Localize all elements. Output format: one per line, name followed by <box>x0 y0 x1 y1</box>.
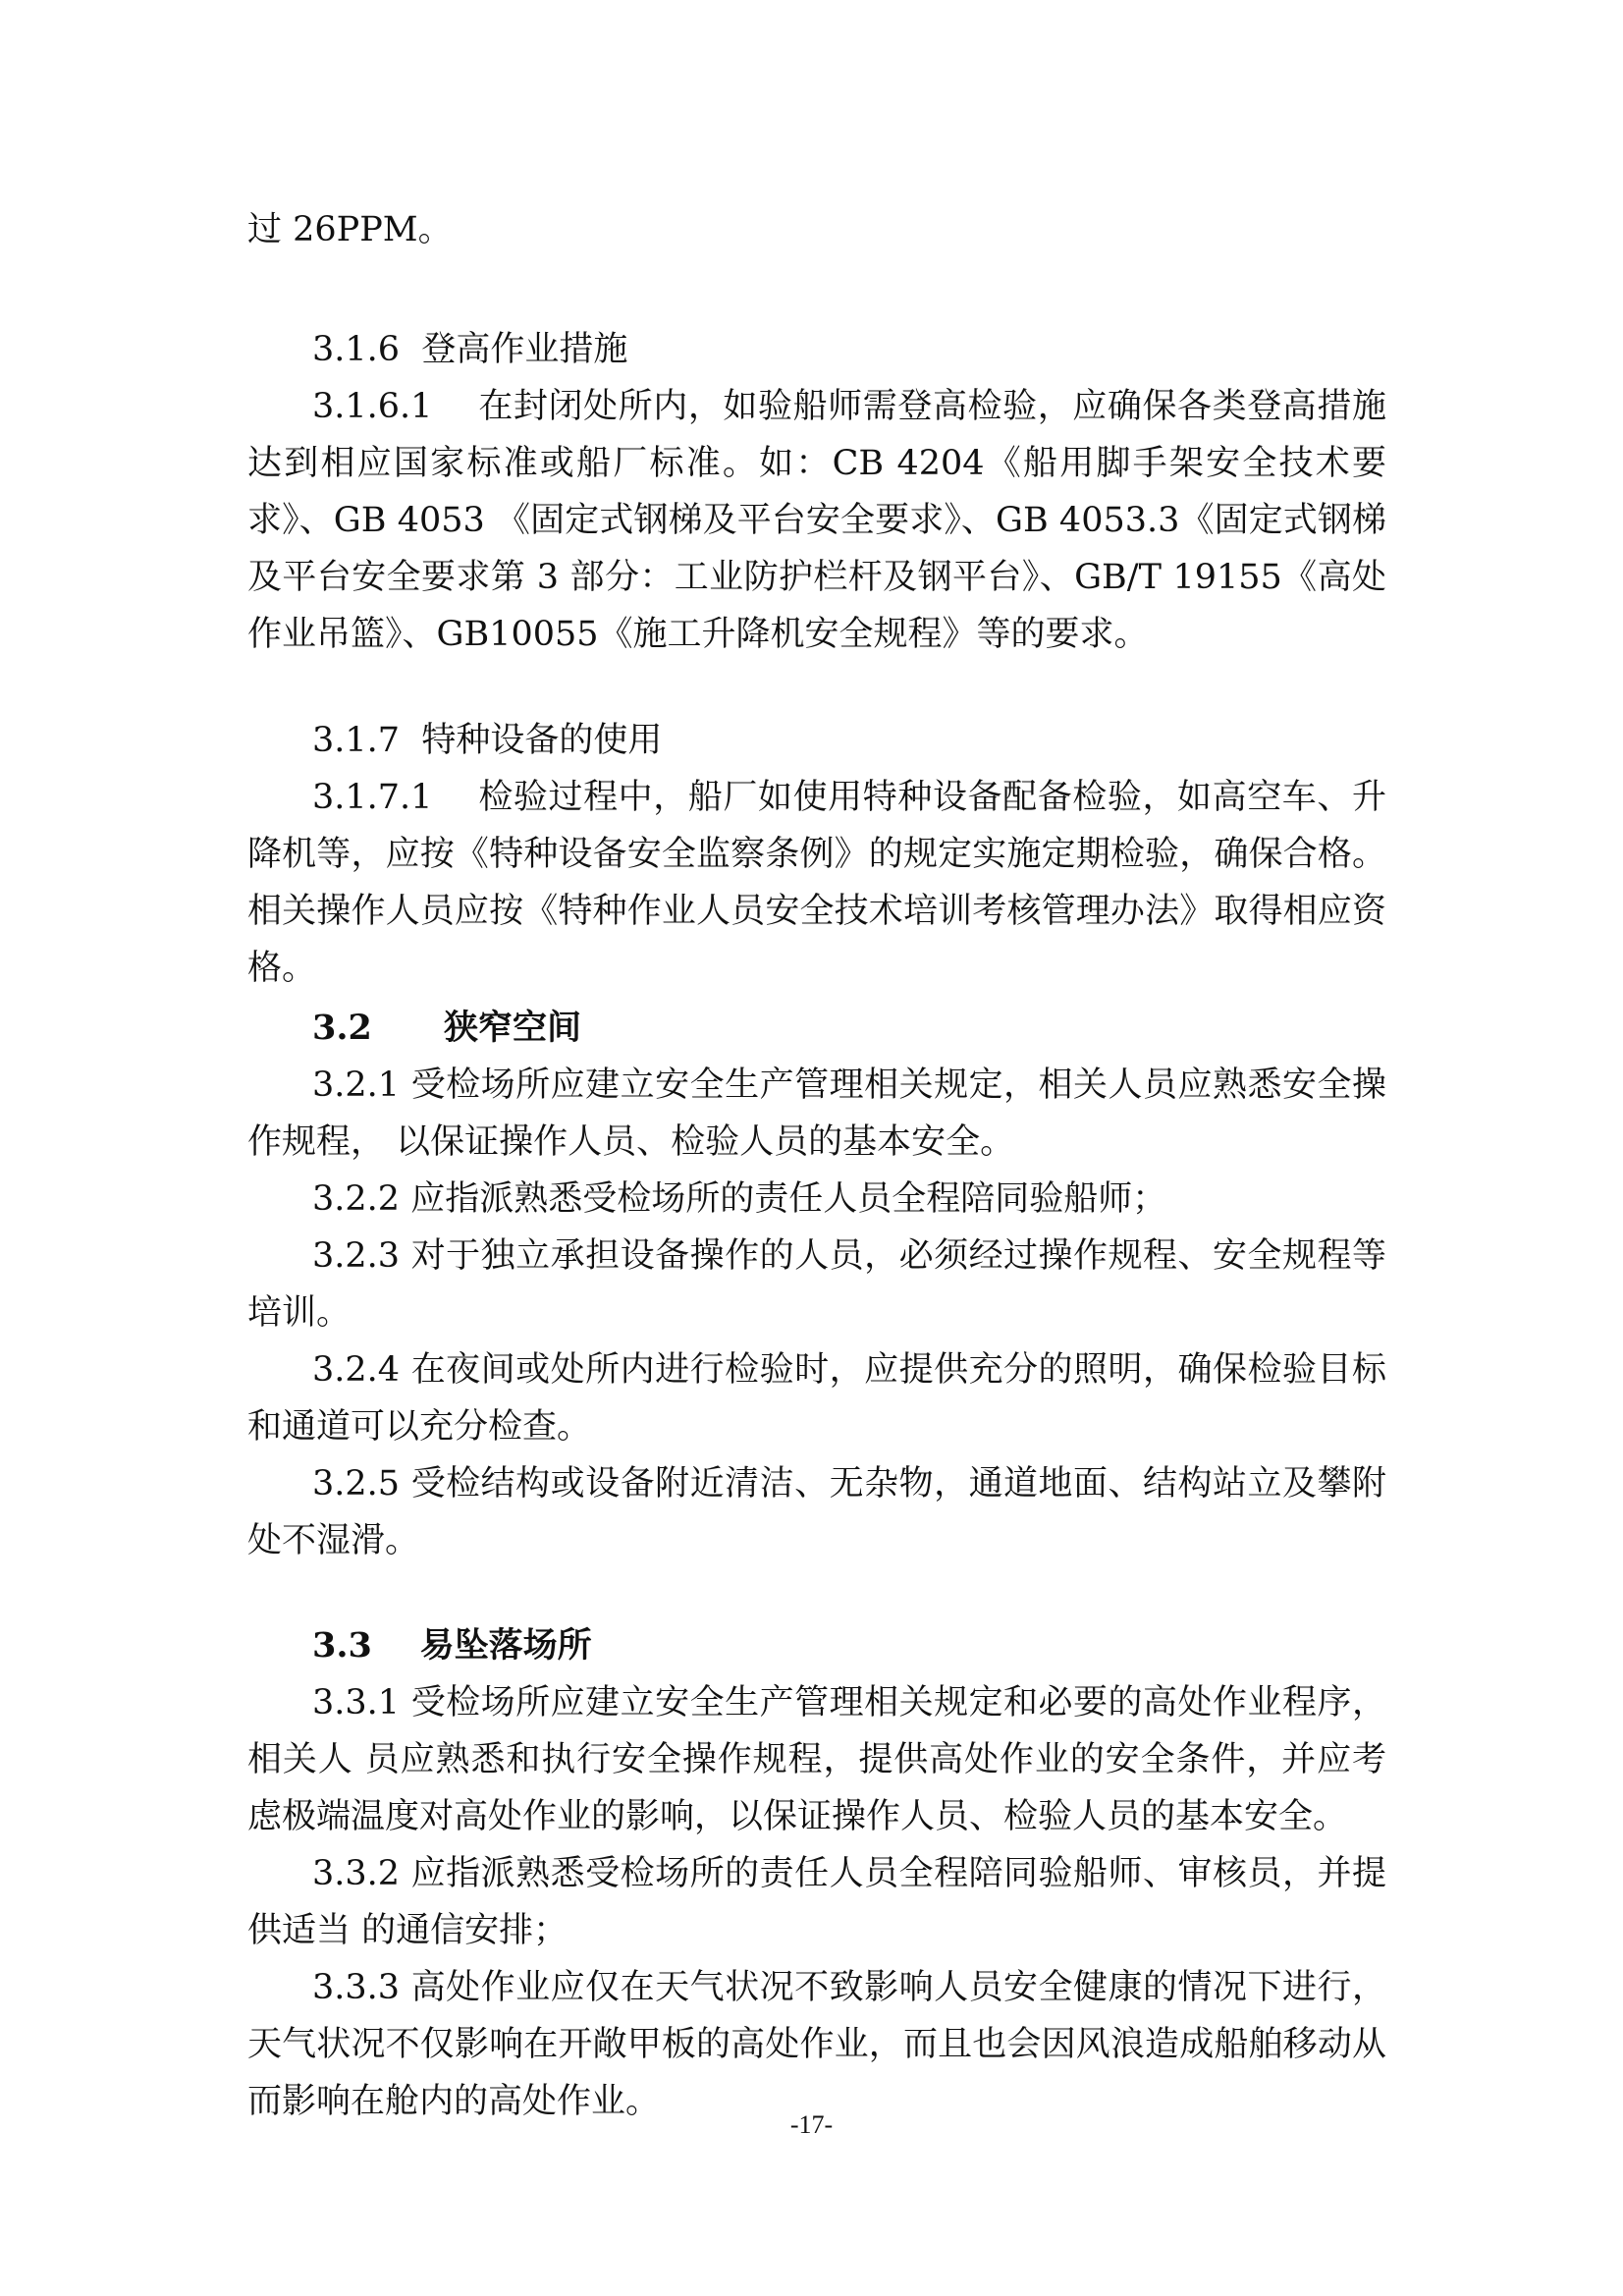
paragraph-3-3-3: 3.3.3 高处作业应仅在天气状况不致影响人员安全健康的情况下进行，天气状况不仅影响在开敞甲板的高处作业，而且也会因风浪造成船舶移动从而影响在舱内的高处作业。 <box>247 1968 1386 2121</box>
section-3-1-7-heading: 3.1.7 特种设备的使用 <box>312 721 663 760</box>
section-3-1-6-heading: 3.1.6 登高作业措施 <box>312 330 628 369</box>
paragraph-3-2-3: 3.2.3 对于独立承担设备操作的人员，必须经过操作规程、安全规程等培训。 <box>247 1236 1386 1333</box>
paragraph-3-2-4: 3.2.4 在夜间或处所内进行检验时，应提供充分的照明，确保检验目标和通道可以充分检查。 <box>247 1350 1386 1447</box>
continuation-text: 过 26PPM。 <box>247 210 453 249</box>
section-3-2-heading: 3.2 狭窄空间 <box>312 1008 582 1048</box>
paragraph-3-3-1: 3.3.1 受检场所应建立安全生产管理相关规定和必要的高处作业程序，相关人 员应熟悉和执行安全操作规程，提供高处作业的安全条件，并应考虑极端温度对高处作业的影响，以保证操作人员、检验人员的基本安全。 <box>247 1683 1386 1836</box>
paragraph-3-2-1: 3.2.1 受检场所应建立安全生产管理相关规定，相关人员应熟悉安全操作规程， 以保证操作人员、检验人员的基本安全。 <box>247 1066 1386 1162</box>
paragraph-3-2-5: 3.2.5 受检结构或设备附近清洁、无杂物，通道地面、结构站立及攀附处不湿滑。 <box>247 1464 1386 1560</box>
paragraph-3-3-2: 3.3.2 应指派熟悉受检场所的责任人员全程陪同验船师、审核员，并提供适当 的通信安排； <box>247 1854 1386 1950</box>
page-number: -17- <box>789 2110 834 2139</box>
paragraph-3-1-6-1: 3.1.6.1 在封闭处所内，如验船师需登高检验，应确保各类登高措施达到相应国家标准或船厂标准。如：CB 4204《船用脚手架安全技术要求》、GB 4053 《固定式钢梯及平台安全要求》、GB 4053.3《固定式钢梯及平台安全要求第 3 部分：工业防护栏杆及钢平台》、GB/T 19155《高处作业吊篮》、GB10055《施工升降机安全规程》等的要求。 <box>247 387 1386 654</box>
paragraph-3-1-7-1: 3.1.7.1 检验过程中，船厂如使用特种设备配备检验，如高空车、升降机等，应按《特种设备安全监察条例》的规定实施定期检验，确保合格。相关操作人员应按《特种作业人员安全技术培训考核管理办法》取得相应资格。 <box>247 778 1386 988</box>
paragraph-3-2-2: 3.2.2 应指派熟悉受检场所的责任人员全程陪同验船师； <box>312 1179 1167 1219</box>
section-3-3-heading: 3.3 易坠落场所 <box>312 1625 592 1666</box>
